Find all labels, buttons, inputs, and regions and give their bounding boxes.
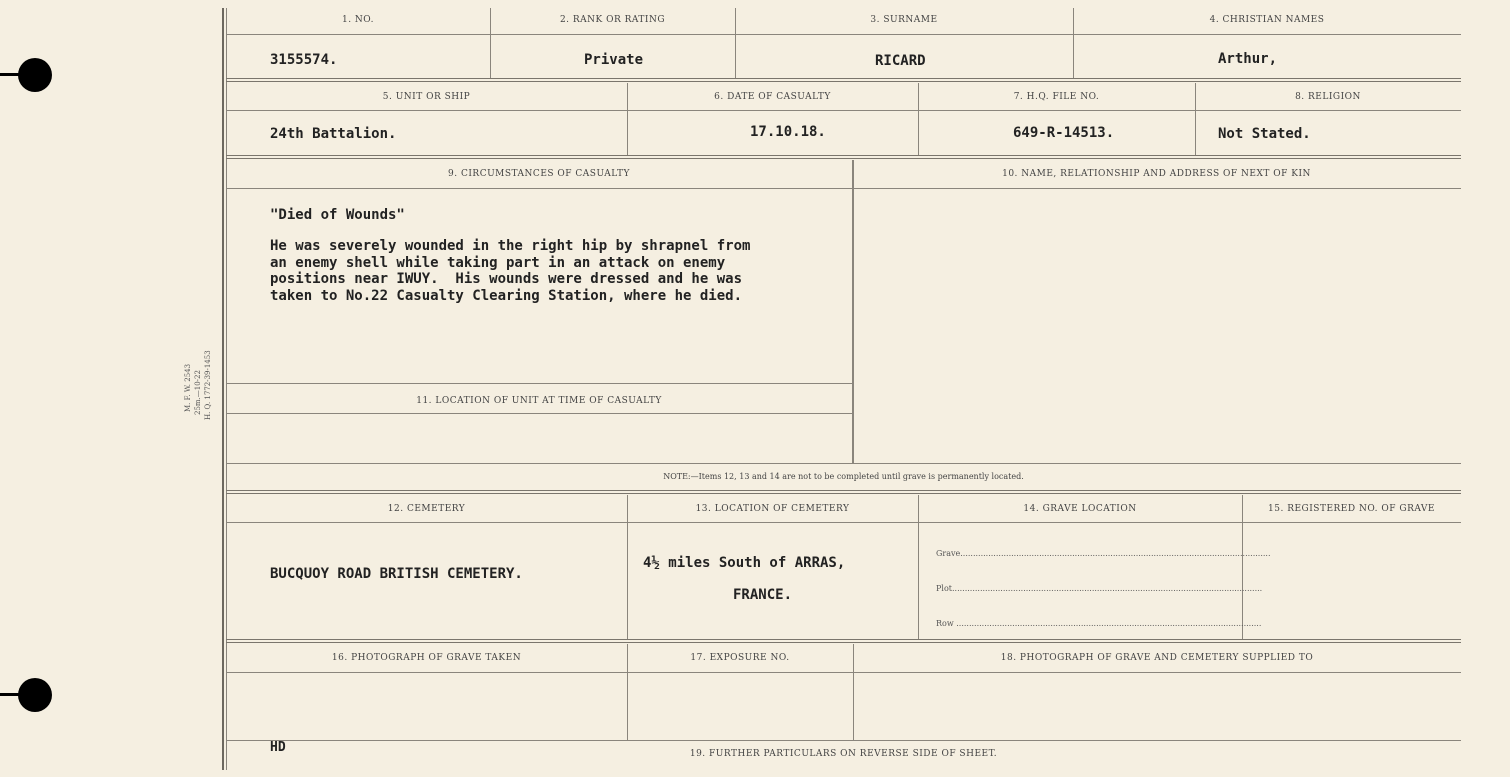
christian-names: Arthur,	[1218, 51, 1278, 67]
cemetery-name: BUCQUOY ROAD BRITISH CEMETERY.	[270, 566, 523, 582]
hq-file-no: 649-R-14513.	[1013, 125, 1115, 141]
divider	[627, 495, 628, 639]
divider	[226, 188, 1461, 189]
divider	[918, 495, 919, 639]
divider	[226, 78, 1461, 82]
punch-mark	[0, 693, 20, 696]
label-rank: 2. RANK OR RATING	[559, 15, 666, 25]
divider	[226, 522, 1461, 523]
label-location-cemetery: 13. LOCATION OF CEMETERY	[695, 504, 850, 514]
label-christian-names: 4. CHRISTIAN NAMES	[1209, 15, 1325, 25]
punch-hole	[18, 58, 52, 92]
label-photograph-taken: 16. PHOTOGRAPH OF GRAVE TAKEN	[331, 653, 522, 663]
label-religion: 8. RELIGION	[1295, 92, 1361, 102]
row-field-label: Row	[936, 619, 954, 628]
circumstances-text: He was severely wounded in the right hip by shrapnel from an enemy shell while taking part in an attack on enemy positions near IWUY. His wounds were dressed and he was taken to No.22 Casualty Clearing Station, where he died.	[270, 238, 751, 304]
divider	[226, 463, 1461, 464]
rank: Private	[584, 52, 644, 68]
divider	[852, 160, 854, 463]
label-date: 6. DATE OF CASUALTY	[714, 92, 831, 102]
label-no: 1. NO.	[341, 15, 375, 25]
further-particulars: 19. FURTHER PARTICULARS ON REVERSE SIDE OF SHEET.	[689, 749, 998, 759]
label-registered-no: 15. REGISTERED NO. OF GRAVE	[1268, 504, 1435, 514]
punch-mark	[0, 73, 20, 76]
margin-print: H. Q. 1772-39-1453	[204, 350, 212, 420]
divider	[226, 740, 1461, 741]
divider	[226, 413, 852, 414]
divider	[226, 490, 1461, 494]
note: NOTE:—Items 12, 13 and 14 are not to be completed until grave is permanently located.	[663, 472, 1024, 481]
label-photograph-supplied: 18. PHOTOGRAPH OF GRAVE AND CEMETERY SUPPLIED TO	[1000, 653, 1314, 663]
initials: HD	[270, 740, 286, 755]
service-number: 3155574.	[270, 52, 338, 68]
grave-field-label: Grave	[936, 549, 961, 558]
label-grave-location: 14. GRAVE LOCATION	[1023, 504, 1137, 514]
cemetery-location: 4½ miles South of ARRAS,	[643, 555, 846, 571]
label-exposure-no: 17. EXPOSURE NO.	[690, 653, 790, 663]
label-next-of-kin: 10. NAME, RELATIONSHIP AND ADDRESS OF NEXT OF KIN	[1002, 169, 1311, 179]
religion: Not Stated.	[1218, 126, 1311, 142]
label-surname: 3. SURNAME	[870, 15, 938, 25]
divider	[226, 639, 1461, 643]
divider	[1242, 495, 1243, 639]
label-unit: 5. UNIT OR SHIP	[382, 92, 471, 102]
divider	[226, 383, 852, 384]
label-file-no: 7. H.Q. FILE NO.	[1013, 92, 1100, 102]
divider	[226, 110, 1461, 111]
label-circumstances: 9. CIRCUMSTANCES OF CASUALTY	[448, 169, 630, 179]
margin-print: M. F. W. 2543	[184, 363, 192, 412]
divider	[226, 155, 1461, 159]
label-cemetery: 12. CEMETERY	[387, 504, 466, 514]
date-of-casualty: 17.10.18.	[750, 124, 826, 140]
divider	[226, 672, 1461, 673]
border-left	[222, 8, 224, 770]
cemetery-country: FRANCE.	[733, 587, 793, 603]
margin-print: 25m.—10-22	[194, 370, 202, 415]
surname: RICARD	[875, 53, 926, 69]
punch-hole	[18, 678, 52, 712]
circumstances-title: "Died of Wounds"	[270, 207, 405, 223]
plot-field-label: Plot	[936, 584, 952, 593]
unit: 24th Battalion.	[270, 126, 397, 142]
label-location-unit: 11. LOCATION OF UNIT AT TIME OF CASUALTY	[416, 396, 662, 406]
divider	[226, 34, 1461, 35]
